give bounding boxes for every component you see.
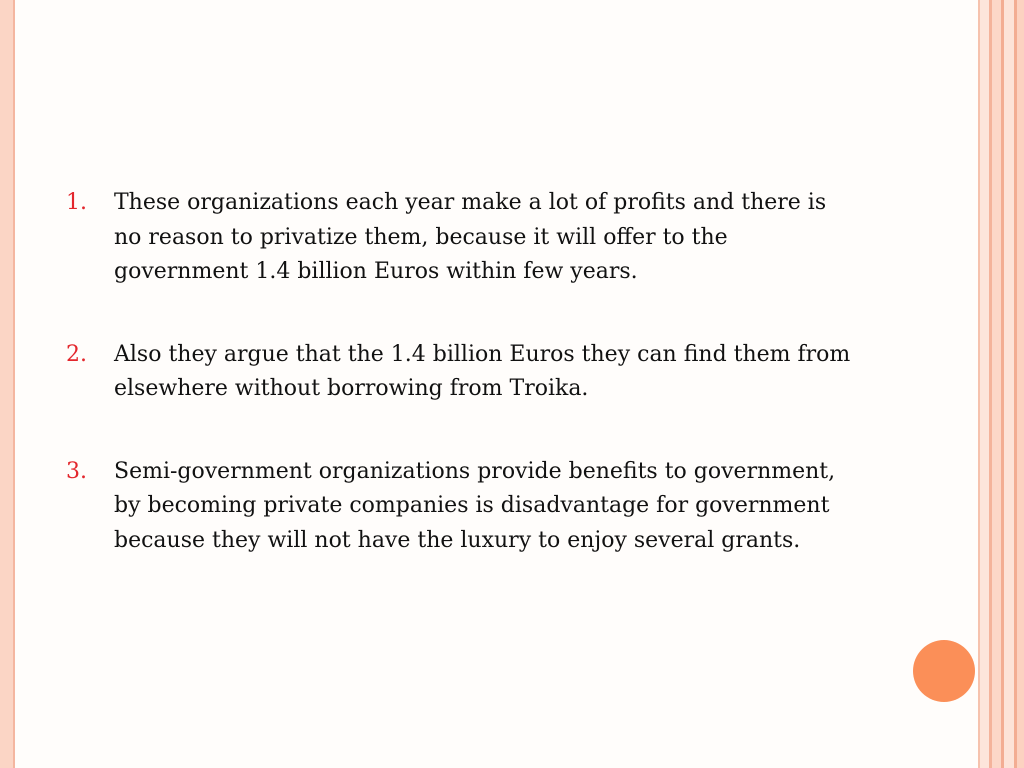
list-item [60, 186, 860, 290]
list-item [60, 338, 860, 407]
decorative-circle [913, 640, 975, 702]
left-border-decoration [0, 0, 13, 768]
list-item-number: 1. [66, 190, 87, 215]
list-item-number: 2. [66, 341, 87, 367]
list-item [60, 455, 860, 559]
list-item-number: 3. [66, 458, 87, 484]
right-stripes-decoration [978, 0, 1024, 768]
list-item-text: These organizations each year make a lot of profits and there is no reason to privatize them, because it will offer to the government 1.4 billion Euros within few years. [114, 190, 827, 284]
bullet-list [60, 186, 860, 558]
list-item-text: Semi-government organizations provide benefits to government, by becoming private companies is disadvantage for government because they will not have the luxury to enjoy several grants. [114, 458, 836, 553]
left-border-line [13, 0, 15, 768]
list-item-text: Also they argue that the 1.4 billion Euros they can find them from elsewhere without borrowing from Troika. [114, 341, 851, 401]
